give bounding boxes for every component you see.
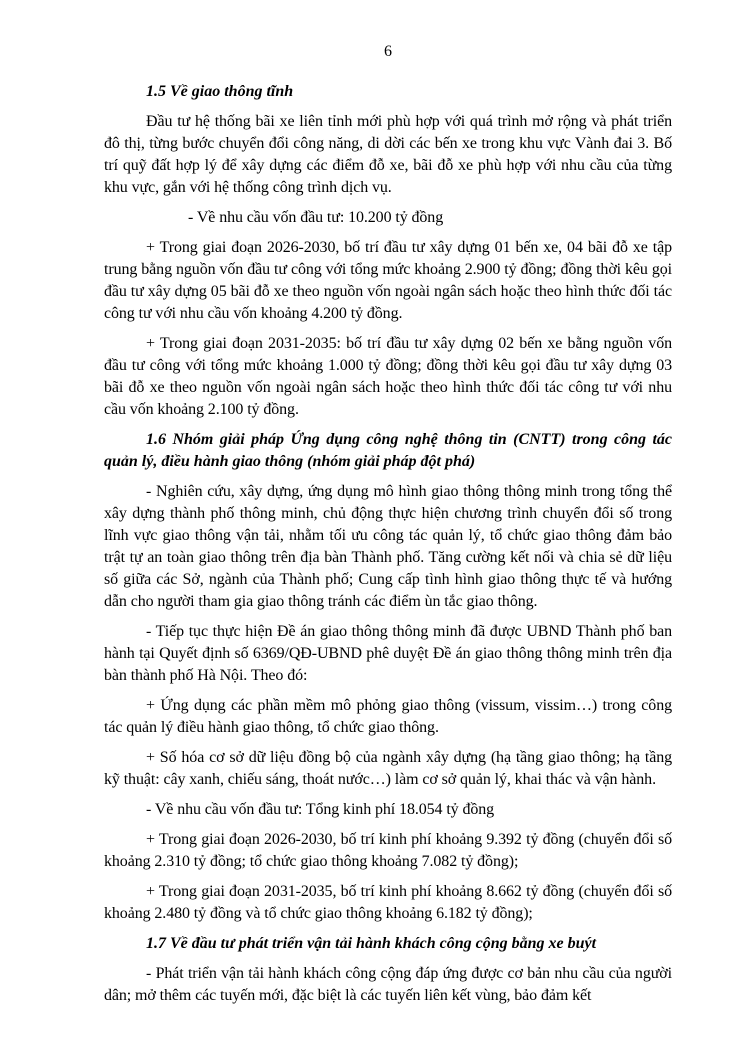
section-heading-1-5: 1.5 Về giao thông tĩnh [146,83,294,100]
document-page [104,40,672,1015]
paragraph: - Phát triển vận tải hành khách công cộng đáp ứng được cơ bản nhu cầu của người dân; mở thêm các tuyến mới, đặc biệt là các tuyến liên kết vùng, bảo đảm kết [104,965,672,1004]
paragraph: + Trong giai đoạn 2026-2030, bố trí kinh phí khoảng 9.392 tỷ đồng (chuyển đổi số khoảng 2.310 tỷ đồng; tổ chức giao thông khoảng 7.082 tỷ đồng); [104,831,672,870]
paragraph: + Trong giai đoạn 2031-2035, bố trí kinh phí khoảng 8.662 tỷ đồng (chuyển đổi số khoảng 2.480 tỷ đồng và tổ chức giao thông khoảng 6.182 tỷ đồng); [104,883,672,922]
section-heading-1-7: 1.7 Về đầu tư phát triển vận tải hành khách công cộng bằng xe buýt [146,935,597,952]
paragraph: - Tiếp tục thực hiện Đề án giao thông thông minh đã được UBND Thành phố ban hành tại Quyết định số 6369/QĐ-UBND phê duyệt Đề án giao thông thông minh trên địa bàn thành phố Hà Nội. Theo đó: [104,623,672,684]
paragraph: + Trong giai đoạn 2026-2030, bố trí đầu tư xây dựng 01 bến xe, 04 bãi đỗ xe tập trung bằng nguồn vốn đầu tư công với tổng mức khoảng 2.900 tỷ đồng; đồng thời kêu gọi đầu tư xây dựng 05 bãi đỗ xe theo nguồn vốn ngoài ngân sách hoặc theo hình thức đối tác công tư với nhu cầu vốn khoảng 4.200 tỷ đồng. [104,239,672,322]
paragraph: - Nghiên cứu, xây dựng, ứng dụng mô hình giao thông thông minh trong tổng thể xây dựng thành phố thông minh, chủ động thực hiện chương trình chuyển đổi số trong lĩnh vực giao thông vận tải, nhằm tối ưu công tác quản lý, tổ chức giao thông đảm bảo trật tự an toàn giao thông trên địa bàn Thành phố. Tăng cường kết nối và chia sẻ dữ liệu số giữa các Sở, ngành của Thành phố; Cung cấp tình hình giao thông thực tế và hướng dẫn cho người tham gia giao thông tránh các điểm ùn tắc giao thông. [104,483,672,610]
paragraph: + Trong giai đoạn 2031-2035: bố trí đầu tư xây dựng 02 bến xe bằng nguồn vốn đầu tư công với tổng mức khoảng 1.000 tỷ đồng; đồng thời kêu gọi đầu tư xây dựng 03 bãi đỗ xe theo nguồn vốn ngoài ngân sách hoặc theo hình thức đối tác công tư với nhu cầu vốn khoảng 2.100 tỷ đồng. [104,335,672,418]
paragraph: - Về nhu cầu vốn đầu tư: 10.200 tỷ đồng [188,209,444,226]
paragraph: + Số hóa cơ sở dữ liệu đồng bộ của ngành xây dựng (hạ tầng giao thông; hạ tầng kỹ thuật: cây xanh, chiếu sáng, thoát nước…) làm cơ sở quản lý, khai thác và vận hành. [104,749,672,788]
paragraph: - Về nhu cầu vốn đầu tư: Tổng kinh phí 18.054 tỷ đồng [146,801,495,818]
paragraph: Đầu tư hệ thống bãi xe liên tỉnh mới phù hợp với quá trình mở rộng và phát triển đô thị, từng bước chuyển đổi công năng, di dời các bến xe trong khu vực Vành đai 3. Bố trí quỹ đất hợp lý để xây dựng các điểm đỗ xe, bãi đỗ xe phù hợp với nhu cầu của từng khu vực, gắn với hệ thống công trình dịch vụ. [104,113,672,196]
section-heading-1-6: 1.6 Nhóm giải pháp Ứng dụng công nghệ thông tin (CNTT) trong công tác quản lý, điều hành giao thông (nhóm giải pháp đột phá) [104,431,672,470]
paragraph: + Ứng dụng các phần mềm mô phỏng giao thông (vissum, vissim…) trong công tác quản lý điều hành giao thông, tổ chức giao thông. [104,697,672,736]
page-number: 6 [384,43,392,60]
